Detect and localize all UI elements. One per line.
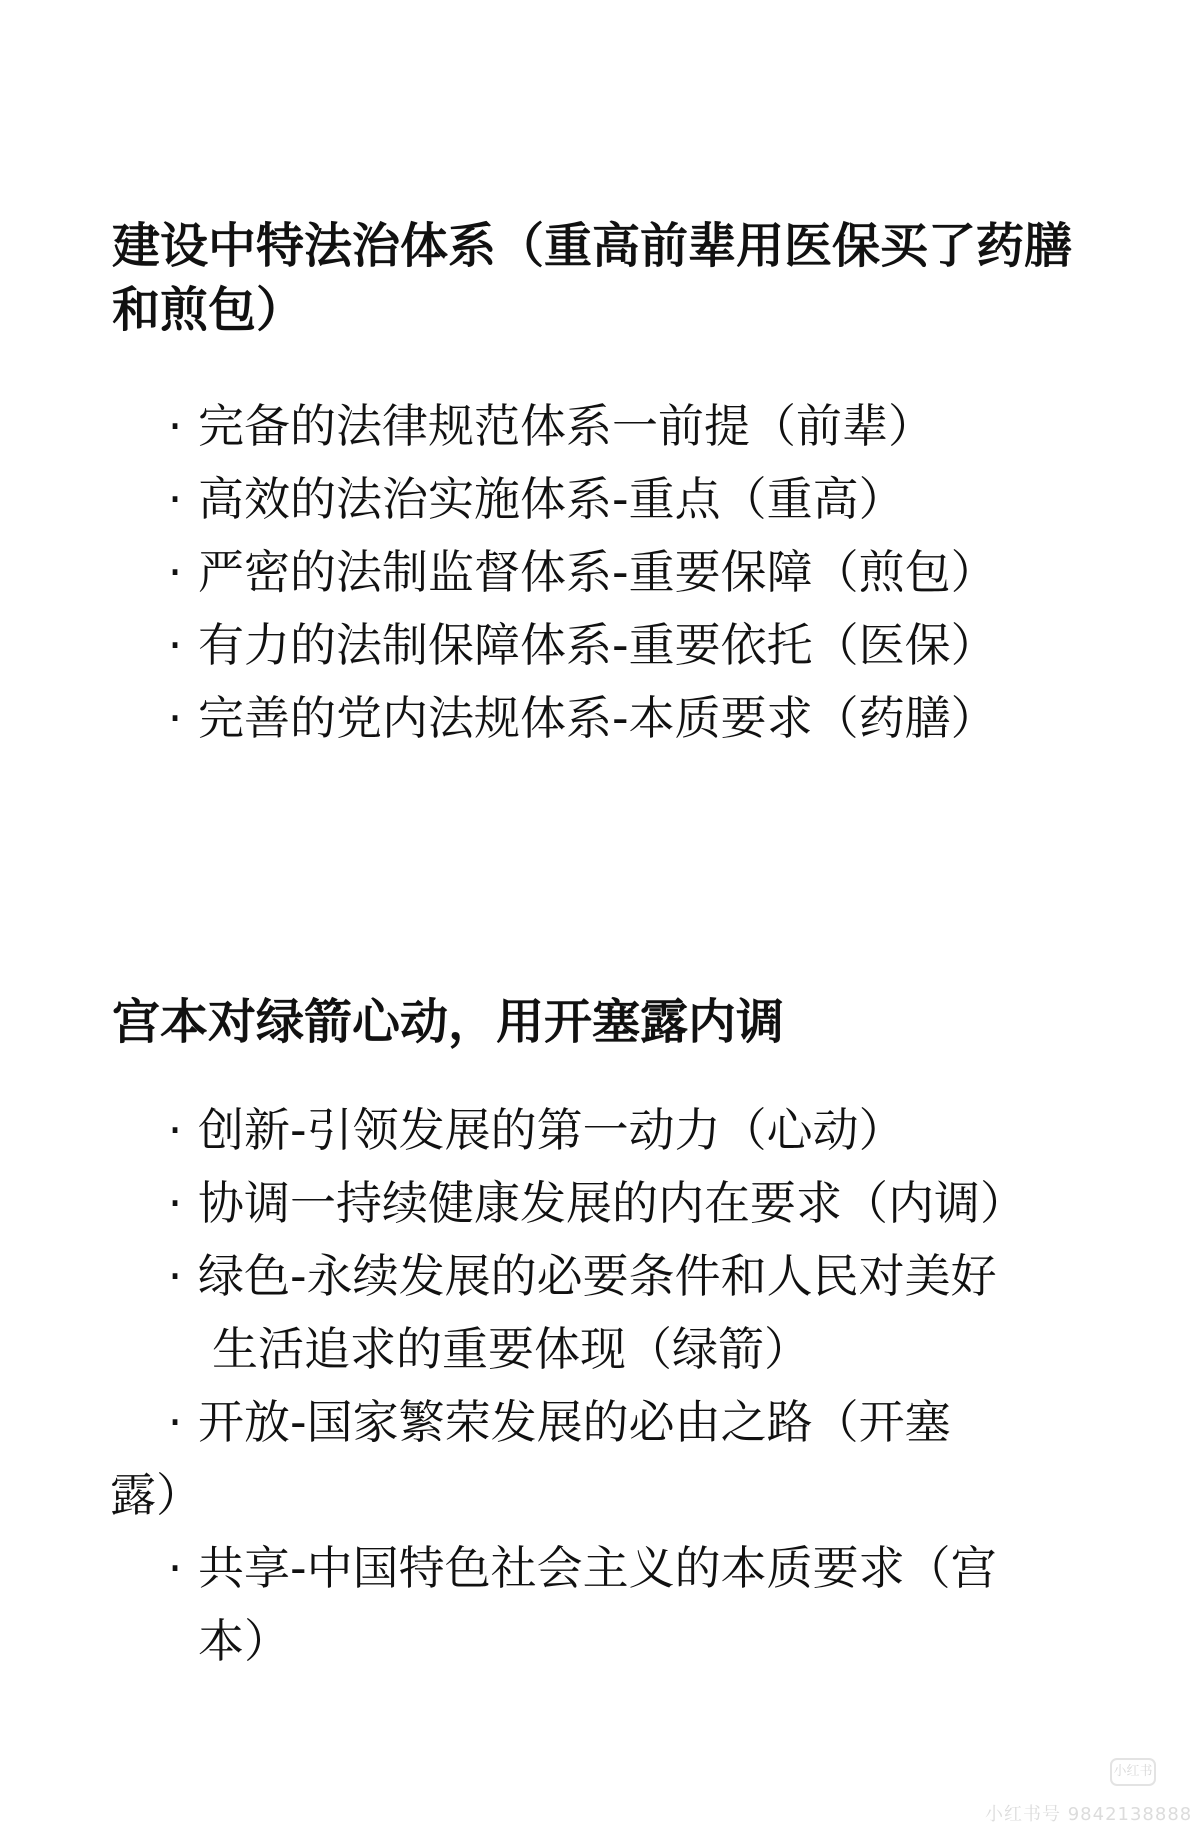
list-item <box>0 536 1200 609</box>
section-2-title: 宫本对绿箭心动，用开塞露内调 <box>112 994 785 1050</box>
list-item <box>0 1094 1200 1167</box>
list-item-text: 高效的法治实施体系-重点（重高） <box>198 472 905 526</box>
bullet-icon: · <box>167 1395 183 1449</box>
list-item-text: 完善的党内法规体系-本质要求（药膳） <box>198 691 997 745</box>
list-item-text: 共享-中国特色社会主义的本质要求（宫 <box>198 1541 997 1595</box>
list-item <box>0 1167 1200 1240</box>
list-item-text-continued: 本） <box>198 1614 290 1668</box>
list-item-text: 开放-国家繁荣发展的必由之路（开塞 <box>198 1395 951 1449</box>
bullet-icon: · <box>167 1249 183 1303</box>
list-item <box>0 463 1200 536</box>
bullet-icon: · <box>167 1541 183 1595</box>
bullet-icon: · <box>167 399 183 453</box>
watermark-text: 小红书号 9842138888 <box>985 1804 1193 1825</box>
bullet-icon: · <box>167 1176 183 1230</box>
list-item-text-continued: 露） <box>110 1468 202 1522</box>
bullet-icon: · <box>167 1103 183 1157</box>
list-item <box>0 682 1200 755</box>
section-2-list <box>0 1094 1200 1678</box>
bullet-icon: · <box>167 691 183 745</box>
bullet-icon: · <box>167 545 183 599</box>
list-item-text: 创新-引领发展的第一动力（心动） <box>198 1103 905 1157</box>
list-item-text: 严密的法制监督体系-重要保障（煎包） <box>198 545 997 599</box>
list-item-text: 有力的法制保障体系-重要依托（医保） <box>198 618 997 672</box>
section-1-title <box>112 214 1112 342</box>
list-item-text: 绿色-永续发展的必要条件和人民对美好 <box>198 1249 997 1303</box>
section-1-title-line-2: 和煎包） <box>112 282 305 338</box>
bullet-icon: · <box>167 618 183 672</box>
list-item-text-continued: 生活追求的重要体现（绿箭） <box>212 1322 810 1376</box>
section-1-title-line-1: 建设中特法治体系（重高前辈用医保买了药膳 <box>112 218 1073 274</box>
list-item <box>0 1386 1200 1532</box>
section-1-list <box>0 390 1200 755</box>
list-item <box>0 1240 1200 1386</box>
bullet-icon: · <box>167 472 183 526</box>
watermark-logo: 小红书 <box>1110 1758 1156 1786</box>
list-item <box>0 609 1200 682</box>
list-item <box>0 390 1200 463</box>
list-item <box>0 1532 1200 1678</box>
list-item-text: 完备的法律规范体系一前提（前辈） <box>198 399 934 453</box>
list-item-text: 协调一持续健康发展的内在要求（内调） <box>198 1176 1026 1230</box>
